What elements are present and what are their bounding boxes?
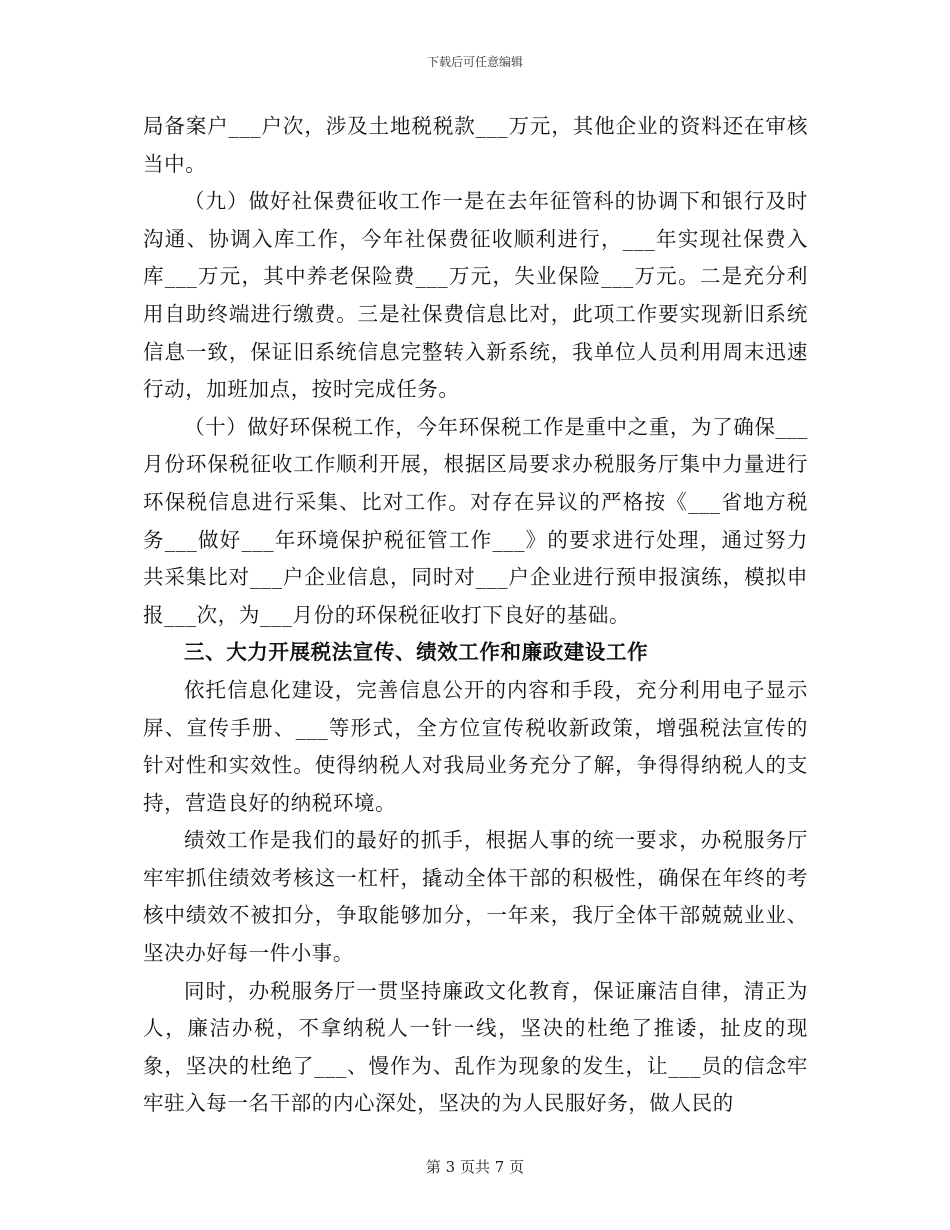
document-body bbox=[143, 108, 808, 1123]
paragraph-integrity: 同时，办税服务厅一贯坚持廉政文化教育，保证廉洁自律，清正为人，廉洁办税，不拿纳税人一针一线，坚决的杜绝了推诿，扯皮的现象，坚决的杜绝了___、慢作为、乱作为现象的发生，让___员的信念牢牢驻入每一名干部的内心深处，坚决的为人民服好务，做人民的 bbox=[143, 978, 808, 1116]
paragraph-item-nine: （九）做好社保费征收工作一是在去年征管科的协调下和银行及时沟通、协调入库工作，今年社保费征收顺利进行，___年实现社保费入库___万元，其中养老保险费___万元，失业保险___万元。二是充分利用自助终端进行缴费。三是社保费信息比对，此项工作要实现新旧系统信息一致，保证旧系统信息完整转入新系统，我单位人员利用周末迅速行动，加班加点，按时完成任务。 bbox=[143, 189, 808, 402]
paragraph-tax-publicity: 依托信息化建设，完善信息公开的内容和手段，充分利用电子显示屏、宣传手册、___等形式，全方位宣传税收新政策，增强税法宣传的针对性和实效性。使得纳税人对我局业务充分了解，争得得纳税人的支持，营造良好的纳税环境。 bbox=[143, 677, 808, 815]
paragraph-performance: 绩效工作是我们的最好的抓手，根据人事的统一要求，办税服务厅牢牢抓住绩效考核这一杠杆，撬动全体干部的积极性，确保在年终的考核中绩效不被扣分，争取能够加分，一年来，我厅全体干部兢兢业业、坚决办好每一件小事。 bbox=[143, 828, 808, 966]
paragraph-item-ten: （十）做好环保税工作，今年环保税工作是重中之重，为了确保___月份环保税征收工作顺利开展，根据区局要求办税服务厅集中力量进行环保税信息进行采集、比对工作。对存在异议的严格按《___省地方税务___做好___年环境保护税征管工作___》的要求进行处理，通过努力共采集比对___户企业信息，同时对___户企业进行预申报演练，模拟申报___次，为___月份的环保税征收打下良好的基础。 bbox=[143, 414, 808, 627]
section-heading-three: 三、大力开展税法宣传、绩效工作和廉政建设工作 bbox=[184, 640, 649, 665]
page-footer: 第 3 页共 7 页 bbox=[425, 1158, 525, 1176]
page-header: 下载后可任意编辑 bbox=[426, 55, 523, 69]
paragraph-continued: 局备案户___户次，涉及土地税税款___万元，其他企业的资料还在审核当中。 bbox=[143, 114, 808, 176]
